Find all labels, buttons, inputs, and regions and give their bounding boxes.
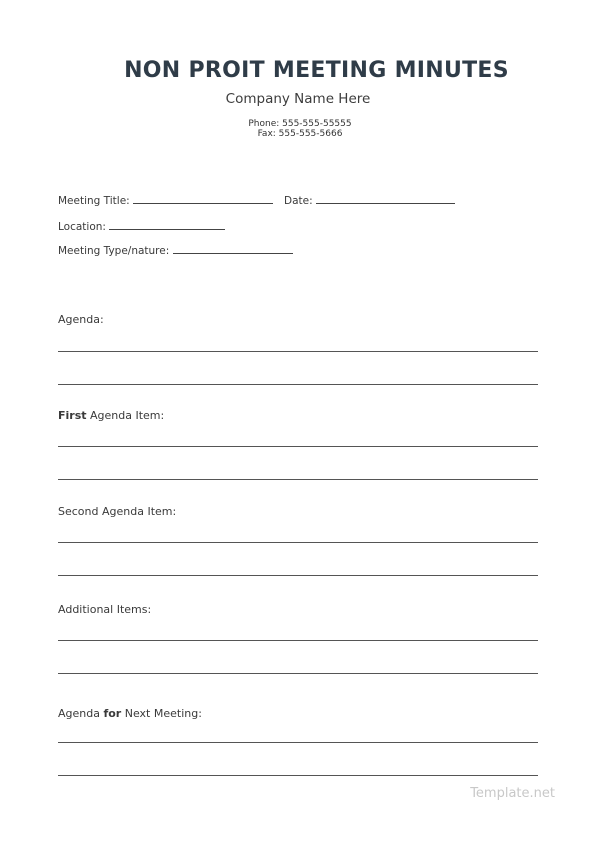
location-label: Location:: [58, 221, 106, 233]
meeting-title-field: [58, 194, 273, 207]
agenda-line-1[interactable]: [58, 351, 538, 352]
next-post-text: Next Meeting:: [121, 707, 202, 720]
phone-number: Phone: 555-555-55555: [248, 119, 352, 129]
first-rest-text: Agenda Item:: [86, 409, 165, 422]
additional-line-2[interactable]: [58, 673, 538, 674]
additional-items-label: Additional Items:: [58, 603, 152, 616]
first-agenda-line-2[interactable]: [58, 479, 538, 480]
company-name: Company Name Here: [225, 91, 371, 107]
next-pre-text: Agenda: [58, 707, 104, 720]
date-blank[interactable]: [316, 194, 455, 204]
meeting-type-label: Meeting Type/nature:: [58, 245, 170, 257]
meeting-type-field: [58, 244, 293, 257]
second-agenda-item-label: Second Agenda Item:: [58, 505, 177, 518]
location-blank[interactable]: [109, 220, 225, 230]
meeting-title-blank[interactable]: [133, 194, 273, 204]
next-bold-text: for: [103, 707, 122, 720]
date-field: [284, 194, 455, 207]
location-field: [58, 220, 225, 233]
second-agenda-line-1[interactable]: [58, 542, 538, 543]
fax-number: Fax: 555-555-5666: [257, 129, 343, 139]
first-agenda-item-label: [58, 409, 164, 422]
agenda-label: Agenda:: [58, 313, 104, 326]
next-meeting-line-2[interactable]: [58, 775, 538, 776]
next-meeting-line-1[interactable]: [58, 742, 538, 743]
next-meeting-agenda-label: [58, 707, 202, 720]
agenda-line-2[interactable]: [58, 384, 538, 385]
meeting-title-label: Meeting Title:: [58, 195, 130, 207]
meeting-type-blank[interactable]: [173, 244, 293, 254]
document-title: NON PROIT MEETING MINUTES: [124, 58, 509, 83]
date-label: Date:: [284, 195, 313, 207]
second-agenda-line-2[interactable]: [58, 575, 538, 576]
additional-line-1[interactable]: [58, 640, 538, 641]
first-agenda-line-1[interactable]: [58, 446, 538, 447]
watermark: Template.net: [470, 786, 555, 801]
first-bold-text: First: [58, 409, 87, 422]
